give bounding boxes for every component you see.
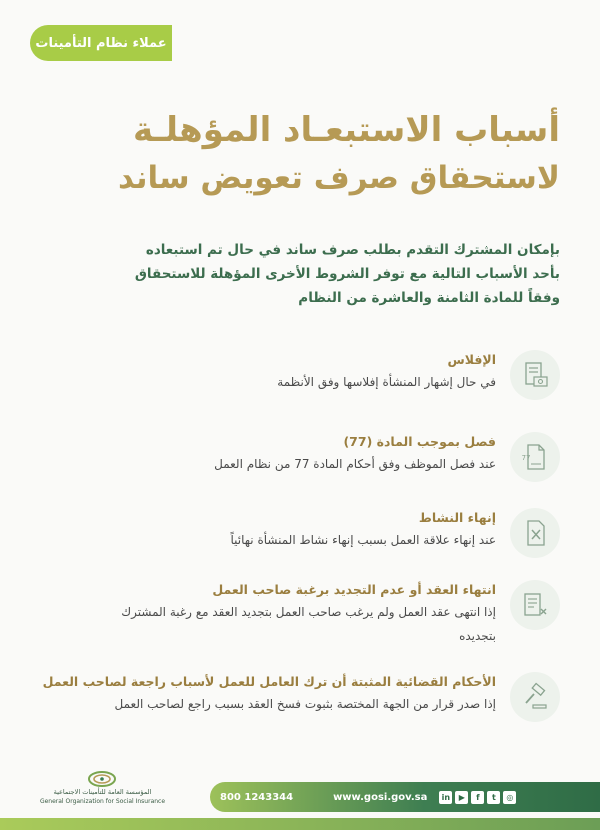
- reason-description: إذا صدر قرار من الجهة المختصة بثبوت فسخ العقد بسبب راجع لصاحب العمل: [114, 697, 496, 711]
- twitter-icon[interactable]: t: [487, 791, 500, 804]
- reason-item-bankruptcy: [40, 350, 560, 394]
- reason-heading: انتهاء العقد أو عدم التجديد برغبة صاحب العمل: [212, 582, 496, 597]
- page-title-line-1: أسباب الاستبعـاد المؤهلـة: [133, 110, 560, 150]
- article-number-text: 77: [521, 454, 531, 462]
- youtube-icon[interactable]: ▶: [455, 791, 468, 804]
- intro-line-2: بأحد الأسباب التالية مع توفر الشروط الأخرى المؤهلة للاستحقاق: [134, 266, 560, 282]
- article-77-document-icon: [510, 432, 560, 482]
- reason-heading: إنهاء النشاط: [418, 510, 496, 525]
- reason-description: إذا انتهى عقد العمل ولم يرغب صاحب العمل بتجديد العقد مع رغبة المشترك: [121, 605, 496, 619]
- category-badge: [30, 25, 172, 61]
- instagram-icon[interactable]: ◎: [503, 791, 516, 804]
- gosi-emblem-icon: [30, 768, 175, 788]
- reason-item-article-77: [40, 432, 560, 476]
- reason-item-end-of-activity: [40, 508, 560, 552]
- contract-icon: [510, 580, 560, 630]
- reason-description-continued: بتجديده: [459, 629, 496, 643]
- reason-heading: فصل بموجب المادة (77): [343, 434, 496, 449]
- logo-arabic-text: المؤسسة العامة للتأمينات الاجتماعية: [53, 788, 152, 796]
- cancelled-document-icon: [510, 508, 560, 558]
- page-title-line-2: لاستحقاق صرف تعويض ساند: [117, 160, 560, 196]
- footer-contact: [220, 782, 516, 812]
- reason-description: في حال إشهار المنشأة إفلاسها وفق الأنظمة: [277, 375, 496, 389]
- intro-line-3: وفقاً للمادة الثامنة والعاشرة من النظام: [298, 290, 560, 306]
- linkedin-icon[interactable]: in: [439, 791, 452, 804]
- gosi-logo: [30, 768, 175, 808]
- intro-paragraph: [40, 238, 560, 310]
- intro-line-1: بإمكان المشترك التقدم بطلب صرف ساند في حال تم استبعاده: [145, 242, 560, 258]
- bankruptcy-document-icon: [510, 350, 560, 400]
- social-links: [439, 791, 516, 804]
- reason-description: عند فصل الموظف وفق أحكام المادة 77 من نظام العمل: [214, 457, 496, 471]
- facebook-icon[interactable]: f: [471, 791, 484, 804]
- phone-number[interactable]: 800 1243344: [220, 791, 294, 803]
- website-link[interactable]: www.gosi.gov.sa: [333, 791, 428, 803]
- reason-heading: الأحكام القضائية المثبتة أن ترك العامل للعمل لأسباب راجعة لصاحب العمل: [42, 674, 496, 689]
- logo-english-text: General Organization for Social Insurance: [39, 798, 166, 805]
- reason-description: عند إنهاء علاقة العمل بسبب إنهاء نشاط المنشأة نهائياً: [230, 533, 496, 547]
- gavel-icon: [510, 672, 560, 722]
- reason-item-contract-end: [40, 580, 560, 648]
- reason-heading: الإفلاس: [447, 352, 496, 367]
- reason-item-court-ruling: [40, 672, 560, 716]
- footer-stripe: [0, 818, 600, 830]
- category-badge-label: عملاء نظام التأمينات: [35, 35, 167, 51]
